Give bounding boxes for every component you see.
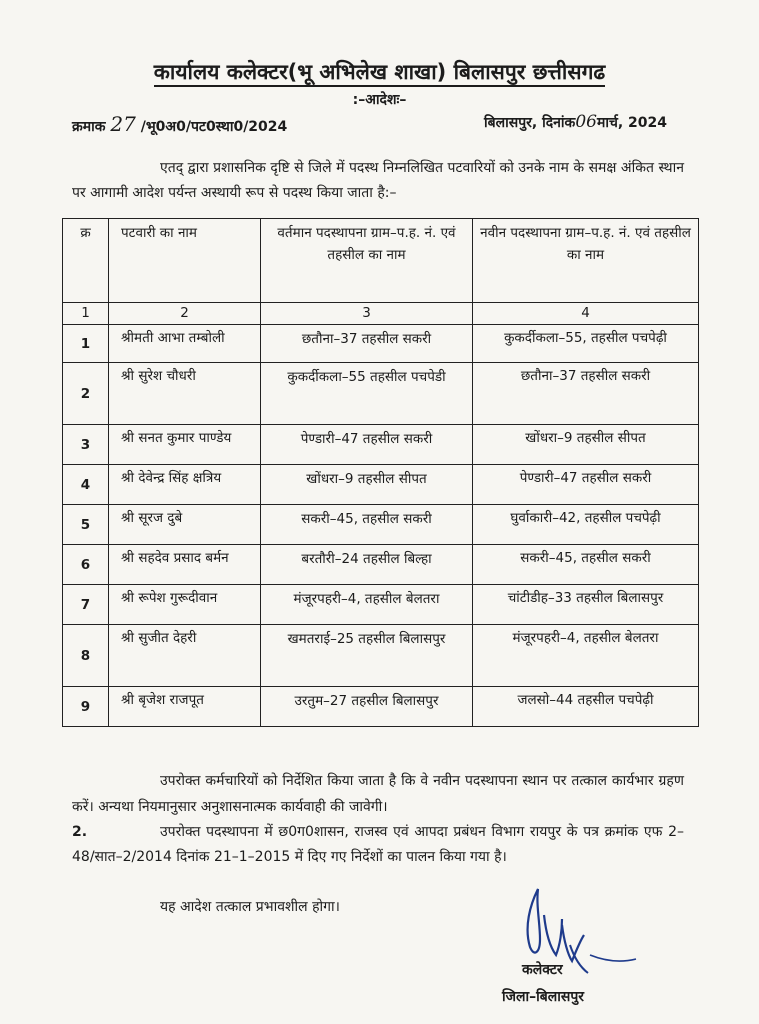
ref-prefix: क्रमाक <box>72 119 106 135</box>
current-posting: सकरी–45, तहसील सकरी <box>261 505 473 545</box>
new-posting: मंजूरपहरी–4, तहसील बेलतरा <box>473 625 699 687</box>
table-row <box>63 465 699 505</box>
patwari-name: श्रीमती आभा तम्बोली <box>109 325 261 363</box>
new-posting: पेण्डारी–47 तहसील सकरी <box>473 465 699 505</box>
patwari-name: श्री सुरेश चौधरी <box>109 363 261 425</box>
row-serial: 6 <box>63 545 109 585</box>
effective-statement: यह आदेश तत्काल प्रभावशील होगा। <box>160 899 340 915</box>
district: जिला–बिलासपुर <box>502 989 585 1005</box>
row-serial: 9 <box>63 687 109 727</box>
header-serial: क्र <box>63 219 109 303</box>
ref-suffix: /भू0अ0/पट0स्था0/2024 <box>140 119 288 135</box>
column-number-row <box>63 303 699 325</box>
table-header-row <box>63 219 699 303</box>
current-posting: पेण्डारी–47 तहसील सकरी <box>261 425 473 465</box>
new-posting: सकरी–45, तहसील सकरी <box>473 545 699 585</box>
row-serial: 1 <box>63 325 109 363</box>
header-new-posting: नवीन पदस्थापना ग्राम–प.ह. नं. एवं तहसील का नाम <box>473 219 699 303</box>
new-posting: घुर्वाकारी–42, तहसील पचपेढ़ी <box>473 505 699 545</box>
column-number: 1 <box>63 303 109 325</box>
patwari-name: श्री देवेन्द्र सिंह क्षत्रिय <box>109 465 261 505</box>
column-number: 2 <box>109 303 261 325</box>
office-title-text: कार्यालय कलेक्टर(भू अभिलेख शाखा) बिलासपुर छत्तीसगढ <box>154 60 605 87</box>
row-serial: 8 <box>63 625 109 687</box>
patwari-name: श्री सूरज दुबे <box>109 505 261 545</box>
patwari-name: श्री रूपेश गुरूदीवान <box>109 585 261 625</box>
designation: कलेक्टर <box>522 962 563 978</box>
table-row <box>63 505 699 545</box>
order-reference <box>72 112 287 136</box>
current-posting: उरतुम–27 तहसील बिलासपुर <box>261 687 473 727</box>
instruction-text: उपरोक्त कर्मचारियों को निर्देशित किया जाता है कि वे नवीन पदस्थापना स्थान पर तत्काल कार्यभार ग्रहण करें। अन्यथा नियमानुसार अनुशासनात्मक कार्यवाही की जावेगी। <box>72 773 684 815</box>
patwari-name: श्री सनत कुमार पाण्डेय <box>109 425 261 465</box>
place-date-prefix: बिलासपुर, दिनांक <box>484 115 576 131</box>
intro-paragraph <box>72 156 684 206</box>
row-serial: 2 <box>63 363 109 425</box>
paragraph-number: 2. <box>72 824 88 840</box>
office-title <box>0 58 759 86</box>
header-patwari-name: पटवारी का नाम <box>109 219 261 303</box>
intro-text: एतद् द्वारा प्रशासनिक दृष्टि से जिले में पदस्थ निम्नलिखित पटवारियों को उनके नाम के समक्ष अंकित स्थान पर आगामी आदेश पर्यन्त अस्थायी रूप से पदस्थ किया जाता है:– <box>72 160 684 201</box>
table-row <box>63 425 699 465</box>
row-serial: 5 <box>63 505 109 545</box>
table-row <box>63 363 699 425</box>
transfer-table <box>62 218 699 727</box>
current-posting: बरतौरी–24 तहसील बिल्हा <box>261 545 473 585</box>
new-posting: कुकर्दीकला–55, तहसील पचपेढ़ी <box>473 325 699 363</box>
current-posting: खमतराई–25 तहसील बिलासपुर <box>261 625 473 687</box>
order-heading: :–आदेशः– <box>352 92 407 108</box>
table-row <box>63 585 699 625</box>
date-day: 06 <box>575 112 597 132</box>
new-posting: खोंधरा–9 तहसील सीपत <box>473 425 699 465</box>
row-serial: 3 <box>63 425 109 465</box>
current-posting: छतौना–37 तहसील सकरी <box>261 325 473 363</box>
current-posting: मंजूरपहरी–4, तहसील बेलतरा <box>261 585 473 625</box>
current-posting: खोंधरा–9 तहसील सीपत <box>261 465 473 505</box>
table-row <box>63 687 699 727</box>
column-number: 4 <box>473 303 699 325</box>
row-serial: 7 <box>63 585 109 625</box>
new-posting: छतौना–37 तहसील सकरी <box>473 363 699 425</box>
table-row <box>63 625 699 687</box>
patwari-name: श्री सुजीत देहरी <box>109 625 261 687</box>
column-number: 3 <box>261 303 473 325</box>
new-posting: चांटीडीह–33 तहसील बिलासपुर <box>473 585 699 625</box>
row-serial: 4 <box>63 465 109 505</box>
ref-number: 27 <box>110 112 136 136</box>
new-posting: जलसो–44 तहसील पचपेढ़ी <box>473 687 699 727</box>
patwari-name: श्री बृजेश राजपूत <box>109 687 261 727</box>
date-rest: मार्च, 2024 <box>596 115 667 131</box>
compliance-text: उपरोक्त पदस्थापना में छ0ग0शासन, राजस्व एवं आपदा प्रबंधन विभाग रायपुर के पत्र क्रमांक एफ 2–48/सात–2/2014 दिनांक 21–1–2015 में दिए गए निर्देशों का पालन किया गया है। <box>72 824 684 865</box>
current-posting: कुकर्दीकला–55 तहसील पचपेडी <box>261 363 473 425</box>
instruction-paragraph <box>72 768 684 820</box>
table-row <box>63 325 699 363</box>
patwari-name: श्री सहदेव प्रसाद बर्मन <box>109 545 261 585</box>
header-current-posting: वर्तमान पदस्थापना ग्राम–प.ह. नं. एवं तहसील का नाम <box>261 219 473 303</box>
compliance-paragraph <box>72 820 684 870</box>
table-row <box>63 545 699 585</box>
place-date <box>484 112 667 132</box>
